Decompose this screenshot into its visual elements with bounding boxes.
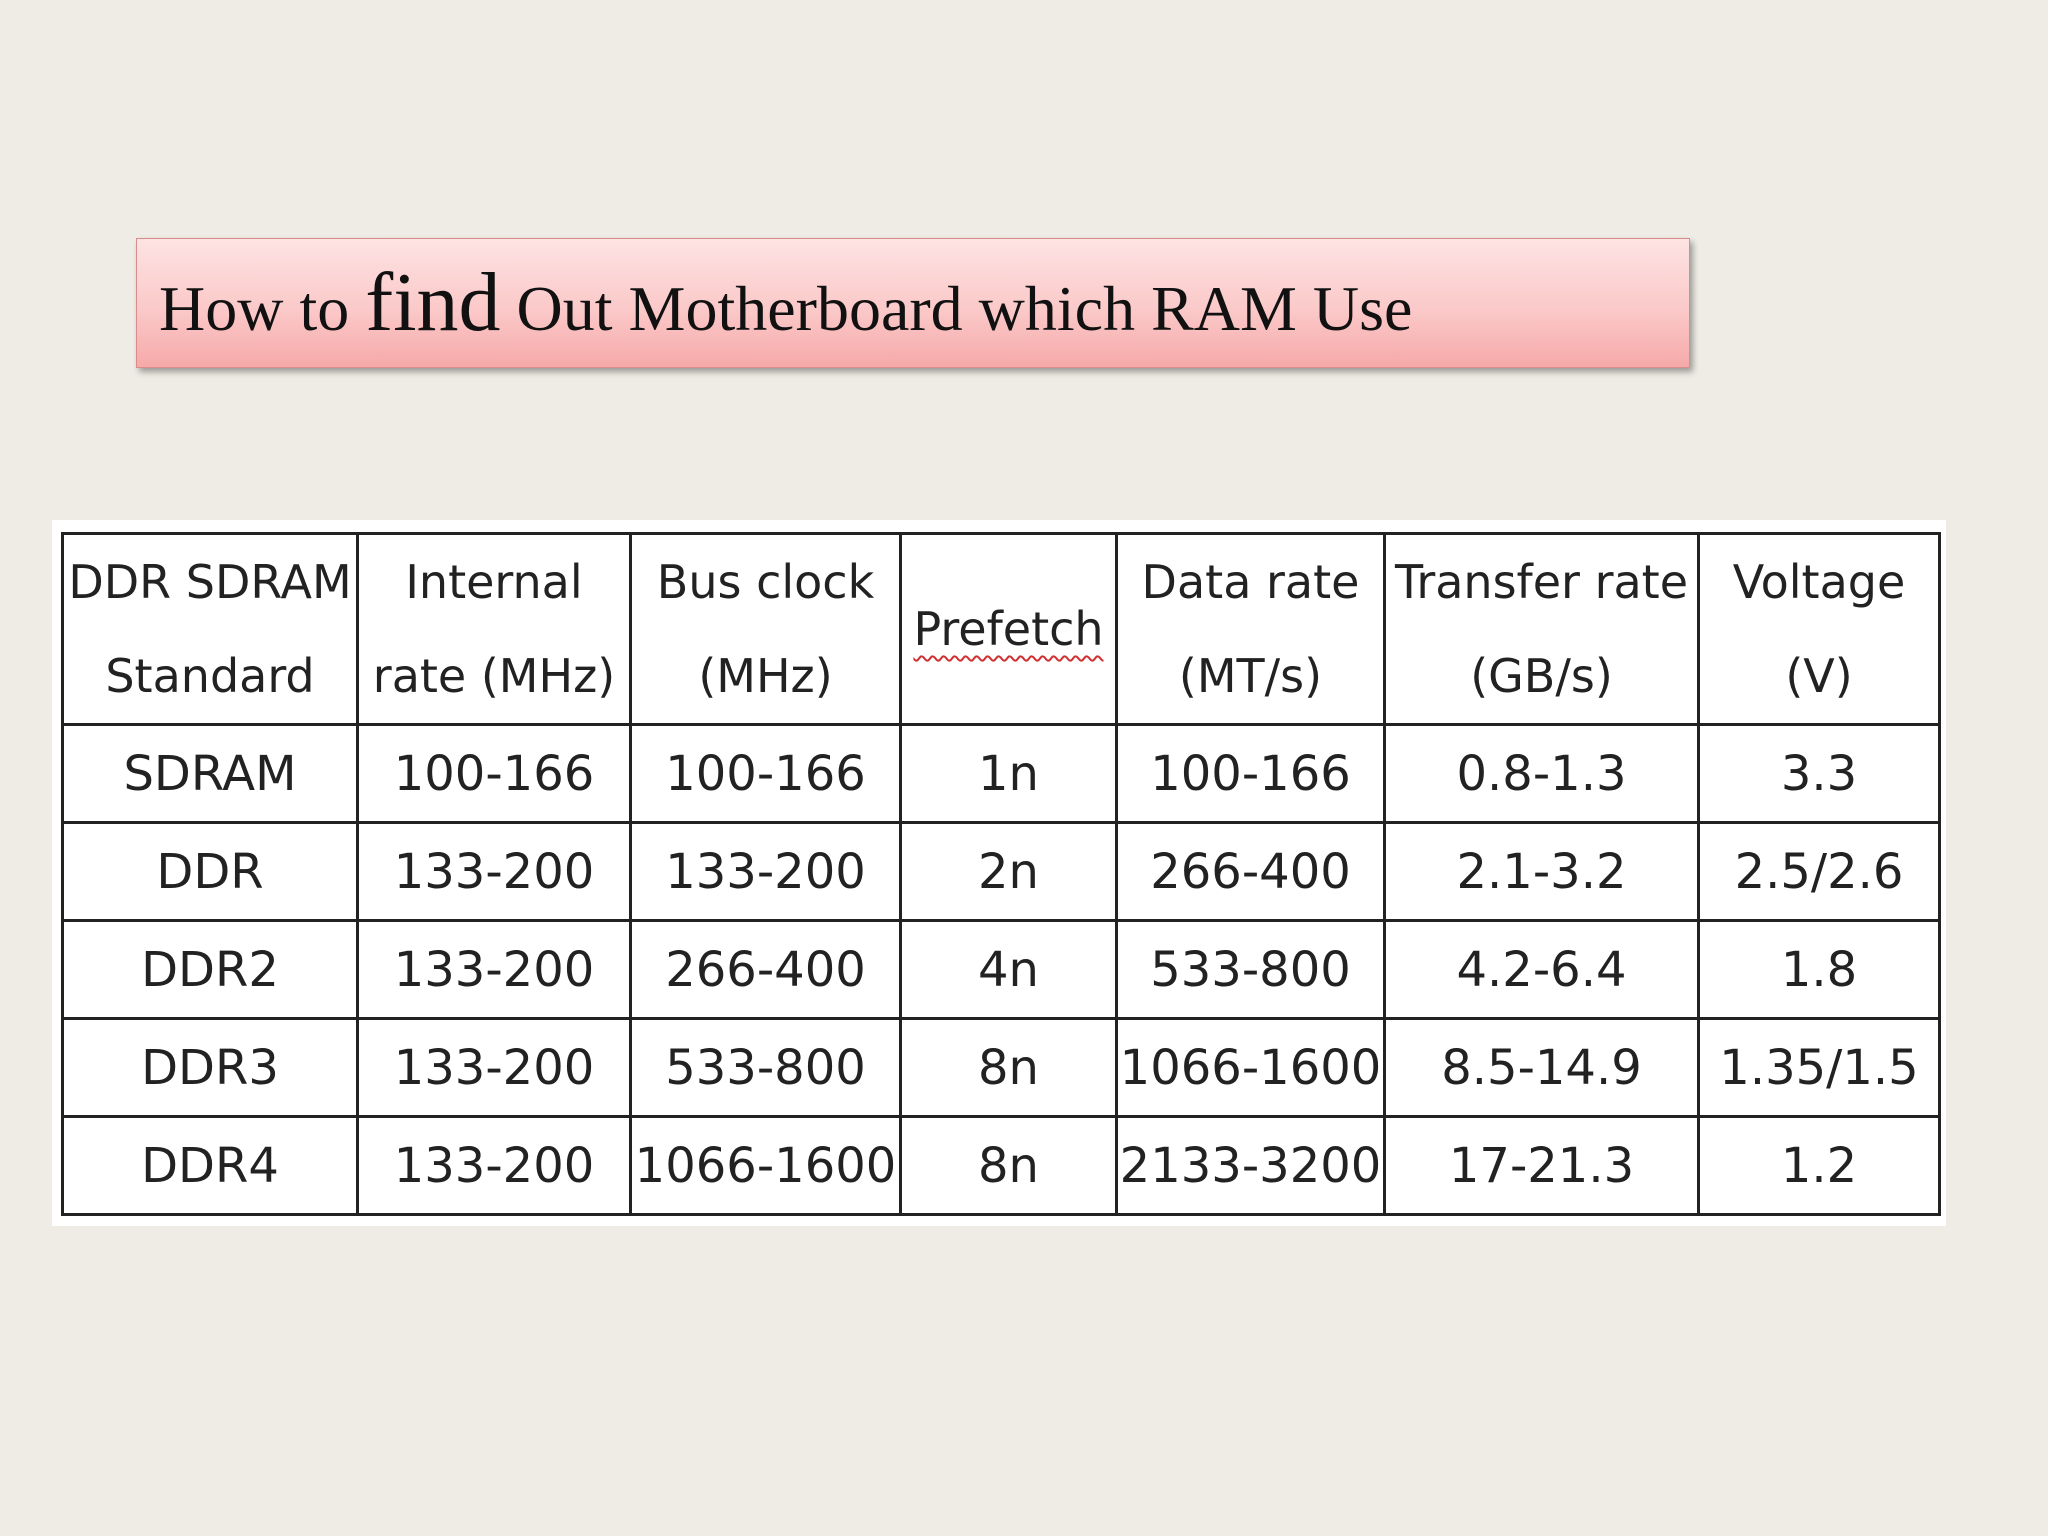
table-cell: 2.1-3.2 (1385, 823, 1699, 921)
header-data-rate-line1: Data rate (1141, 555, 1360, 609)
title-banner (136, 238, 1690, 368)
table-cell: 266-400 (631, 921, 901, 1019)
table-cell: 17-21.3 (1385, 1117, 1699, 1215)
table-cell: 4.2-6.4 (1385, 921, 1699, 1019)
header-data-rate-line2: (MT/s) (1178, 649, 1323, 703)
header-internal-rate-line2: rate (MHz) (372, 649, 616, 703)
header-transfer-rate-line1: Transfer rate (1394, 555, 1689, 609)
table-cell: 2n (901, 823, 1117, 921)
table-cell: 8n (901, 1117, 1117, 1215)
header-bus-clock (631, 534, 901, 725)
table-cell: 2133-3200 (1117, 1117, 1385, 1215)
table-cell: 133-200 (358, 823, 631, 921)
header-voltage-line1: Voltage (1732, 555, 1906, 609)
header-standard-line1: DDR SDRAM (68, 555, 352, 609)
table-cell: 1066-1600 (1117, 1019, 1385, 1117)
table-row (63, 725, 1940, 823)
header-data-rate (1117, 534, 1385, 725)
table-cell: DDR (63, 823, 358, 921)
table-cell: DDR3 (63, 1019, 358, 1117)
table-row (63, 921, 1940, 1019)
table-cell: 266-400 (1117, 823, 1385, 921)
table-cell: 133-200 (631, 823, 901, 921)
title-prefix: How to (159, 273, 366, 344)
table-cell: DDR2 (63, 921, 358, 1019)
table-row (63, 1019, 1940, 1117)
header-transfer-rate (1385, 534, 1699, 725)
title-emphasis: find (365, 256, 501, 349)
table-cell: 8n (901, 1019, 1117, 1117)
table-cell: 1066-1600 (631, 1117, 901, 1215)
table-cell: 4n (901, 921, 1117, 1019)
table-cell: SDRAM (63, 725, 358, 823)
header-transfer-rate-line2: (GB/s) (1470, 649, 1613, 703)
table-cell: 2.5/2.6 (1699, 823, 1940, 921)
table-cell: 1.8 (1699, 921, 1940, 1019)
table-cell: 533-800 (1117, 921, 1385, 1019)
table-row (63, 1117, 1940, 1215)
table-cell: 133-200 (358, 921, 631, 1019)
header-bus-clock-line2: (MHz) (698, 649, 833, 703)
table-header-row (63, 534, 1940, 725)
header-internal-rate-line1: Internal (405, 555, 583, 609)
header-prefetch (901, 534, 1117, 725)
page-title (159, 256, 1413, 349)
table-cell: 1n (901, 725, 1117, 823)
table-cell: 8.5-14.9 (1385, 1019, 1699, 1117)
table-row (63, 823, 1940, 921)
header-bus-clock-line1: Bus clock (656, 555, 875, 609)
table-cell: 533-800 (631, 1019, 901, 1117)
header-standard (63, 534, 358, 725)
table-cell: 1.2 (1699, 1117, 1940, 1215)
table-cell: 100-166 (358, 725, 631, 823)
ddr-comparison-table (61, 532, 1941, 1216)
header-voltage (1699, 534, 1940, 725)
table-cell: 100-166 (1117, 725, 1385, 823)
table-cell: 133-200 (358, 1019, 631, 1117)
title-suffix: Out Motherboard which RAM Use (500, 273, 1413, 344)
header-standard-line2: Standard (105, 649, 315, 703)
table-container (52, 520, 1946, 1226)
header-internal-rate (358, 534, 631, 725)
header-prefetch-line1: Prefetch (913, 602, 1104, 656)
table-cell: 100-166 (631, 725, 901, 823)
table-cell: DDR4 (63, 1117, 358, 1215)
table-cell: 3.3 (1699, 725, 1940, 823)
table-cell: 133-200 (358, 1117, 631, 1215)
header-voltage-line2: (V) (1785, 649, 1853, 703)
table-cell: 0.8-1.3 (1385, 725, 1699, 823)
table-cell: 1.35/1.5 (1699, 1019, 1940, 1117)
